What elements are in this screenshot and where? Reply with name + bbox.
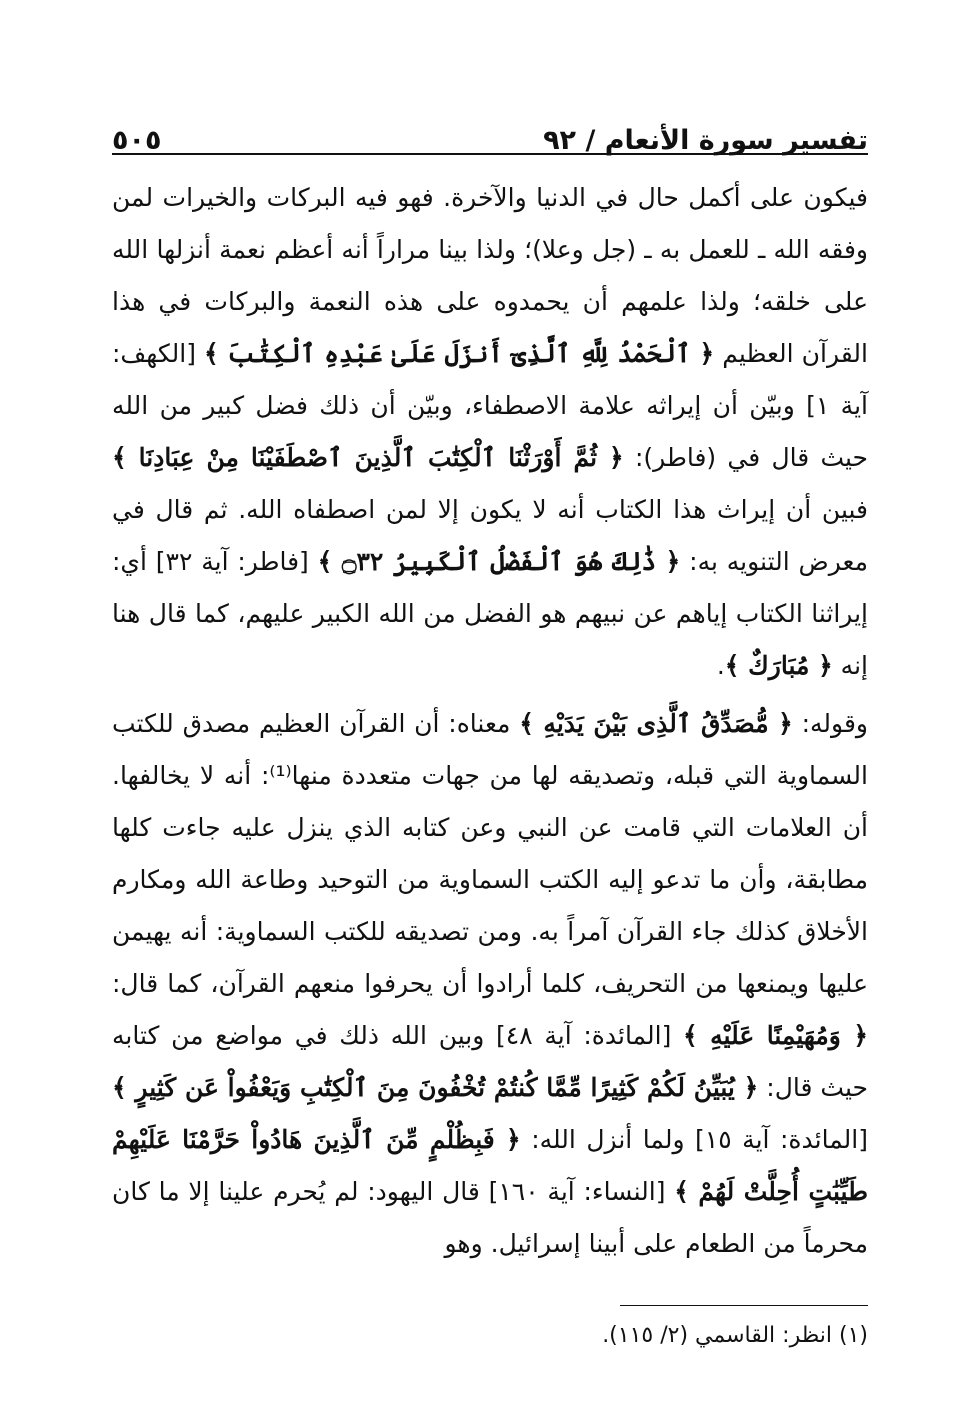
body-text xyxy=(112,172,868,1270)
page-header xyxy=(112,98,868,154)
quran-quote: ﴿ ٱلْحَمْدُ لِلَّهِ ٱلَّذِىٓ أَنزَلَ عَلَىٰ عَبْدِهِ ٱلْكِتَٰبَ ﴾ xyxy=(204,339,715,368)
text-run: [النساء: آية ١٦٠] قال اليهود: لم يُحرم علينا إلا ما كان محرماً من الطعام على أبينا إسرائيل. وهو xyxy=(112,1177,868,1258)
footnote: (١) انظر: القاسمي (٢/ ١١٥). xyxy=(602,1323,868,1348)
text-run: . xyxy=(716,651,725,680)
header-rule xyxy=(112,153,868,155)
quran-quote: ﴿ يُبَيِّنُ لَكُمْ كَثِيرًا مِّمَّا كُنتُمْ تُخْفُونَ مِنَ ٱلْكِتَٰبِ وَيَعْفُواْ عَن كَثِيرٍ ﴾ xyxy=(112,1073,759,1102)
paragraph xyxy=(112,698,868,1270)
text-run: [فاطر: آية ٣٢] أي: إيراثنا الكتاب إياهم عن نبيهم هو الفضل من الله الكبير عليهم، كما قال هنا إنه xyxy=(112,547,868,680)
text-run: فيكون على أكمل حال في الدنيا والآخرة. فهو فيه البركات والخيرات لمن وفقه الله ـ للعمل به ـ (جل وعلا)؛ ولذا بينا مراراً أنه أعظم نعمة أنزلها الله على خلقه؛ ولذا علمهم أن يحمدوه على هذه النعمة والبركات في هذا القرآن العظيم xyxy=(112,183,868,368)
quran-quote: ﴿ فَبِظُلْمٍ مِّنَ ٱلَّذِينَ هَادُواْ حَرَّمْنَا عَلَيْهِمْ طَيِّبَٰتٍ أُحِلَّتْ لَهُمْ ﴾ xyxy=(112,1125,868,1206)
text-run: [المائدة: آية ٤٨] وبين الله ذلك في مواضع من كتابه حيث قال: xyxy=(112,1021,868,1102)
text-run: معناه: أن القرآن العظيم مصدق للكتب السماوية التي قبله، وتصديقه لها من جهات متعددة منها⁽¹⁾: أنه لا يخالفها. أن العلامات التي قامت عن النبي وعن كتابه الذي ينزل عليه جاءت كلها مطابقة، وأن ما تدعو إليه الكتب السماوية من التوحيد وطاعة الله ومكارم الأخلاق كذلك جاء القرآن آمراً به. ومن تصديقه للكتب السماوية: أنه يهيمن عليها ويمنعها من التحريف، كلما أرادوا أن يحرفوا منعهم القرآن، كما قال: xyxy=(112,709,868,998)
text-run: فبين أن إيراث هذا الكتاب أنه لا يكون إلا لمن اصطفاه الله. ثم قال في معرض التنويه به: xyxy=(112,495,868,576)
text-run: [الكهف: آية ١] وبيّن أن إيراثه علامة الاصطفاء، وبيّن أن ذلك فضل كبير من الله حيث قال في (فاطر): xyxy=(112,339,869,472)
quran-quote: ﴿ وَمُهَيْمِنًا عَلَيْهِ ﴾ xyxy=(683,1021,868,1050)
quran-quote: ﴿ ذَٰلِكَ هُوَ ٱلْفَضْلُ ٱلْكَبِيرُ ۝٣٢ ﴾ xyxy=(317,547,681,576)
running-title: تفسير سورة الأنعام / ٩٢ xyxy=(543,125,868,156)
quran-quote: ﴿ ثُمَّ أَوْرَثْنَا ٱلْكِتَٰبَ ٱلَّذِينَ ٱصْطَفَيْنَا مِنْ عِبَادِنَا ﴾ xyxy=(112,443,624,472)
quran-quote: ﴿ مُبَارَكٌ ﴾ xyxy=(724,651,833,680)
footnote-rule xyxy=(620,1305,868,1306)
text-run: وقوله: xyxy=(792,709,868,738)
page-number: ٥٠٥ xyxy=(112,125,162,156)
text-run: [المائدة: آية ١٥] ولما أنزل الله: xyxy=(520,1125,868,1154)
paragraph xyxy=(112,172,868,692)
quran-quote: ﴿ مُّصَدِّقُ ٱلَّذِى بَيْنَ يَدَيْهِ ﴾ xyxy=(519,709,793,738)
